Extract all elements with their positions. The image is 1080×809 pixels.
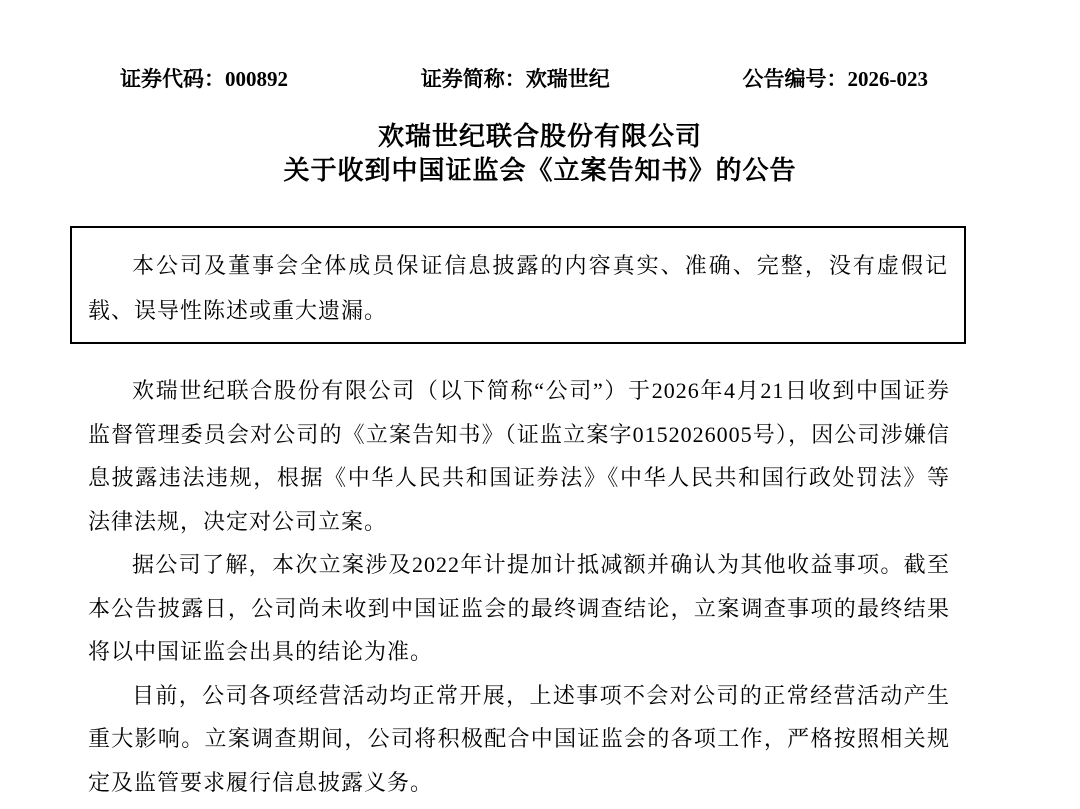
stock-name-label: 证券简称：	[420, 67, 526, 91]
document-body	[88, 369, 950, 804]
paragraph-3: 目前，公司各项经营活动均正常开展，上述事项不会对公司的正常经营活动产生重大影响。立案调查期间，公司将积极配合中国证监会的各项工作，严格按照相关规定及监管要求履行信息披露义务。	[88, 682, 950, 795]
stock-code-label: 证券代码：	[120, 67, 225, 91]
stock-name-value: 欢瑞世纪	[525, 67, 610, 91]
announcement-number-value: 2026-023	[847, 67, 928, 91]
announcement-number	[743, 63, 929, 93]
announcement-number-label: 公告编号：	[742, 67, 848, 91]
stock-name	[421, 63, 610, 93]
disclaimer-box	[70, 226, 966, 344]
stock-code	[120, 63, 288, 93]
title-line-1: 欢瑞世纪联合股份有限公司	[377, 122, 702, 151]
title-line-2: 关于收到中国证监会《立案告知书》的公告	[283, 156, 797, 185]
stock-code-value: 000892	[225, 67, 288, 91]
document-title	[0, 120, 1080, 188]
header-row	[120, 63, 928, 93]
paragraph-1: 欢瑞世纪联合股份有限公司（以下简称“公司”）于2026年4月21日收到中国证券监督管理委员会对公司的《立案告知书》（证监立案字0152026005号），因公司涉嫌信息披露违法违规，根据《中华人民共和国证券法》《中华人民共和国行政处罚法》等法律法规，决定对公司立案。	[88, 378, 950, 534]
disclaimer-text: 本公司及董事会全体成员保证信息披露的内容真实、准确、完整，没有虚假记载、误导性陈述或重大遗漏。	[88, 253, 948, 323]
paragraph-2: 据公司了解，本次立案涉及2022年计提加计抵减额并确认为其他收益事项。截至本公告披露日，公司尚未收到中国证监会的最终调查结论，立案调查事项的最终结果将以中国证监会出具的结论为准。	[88, 552, 950, 664]
